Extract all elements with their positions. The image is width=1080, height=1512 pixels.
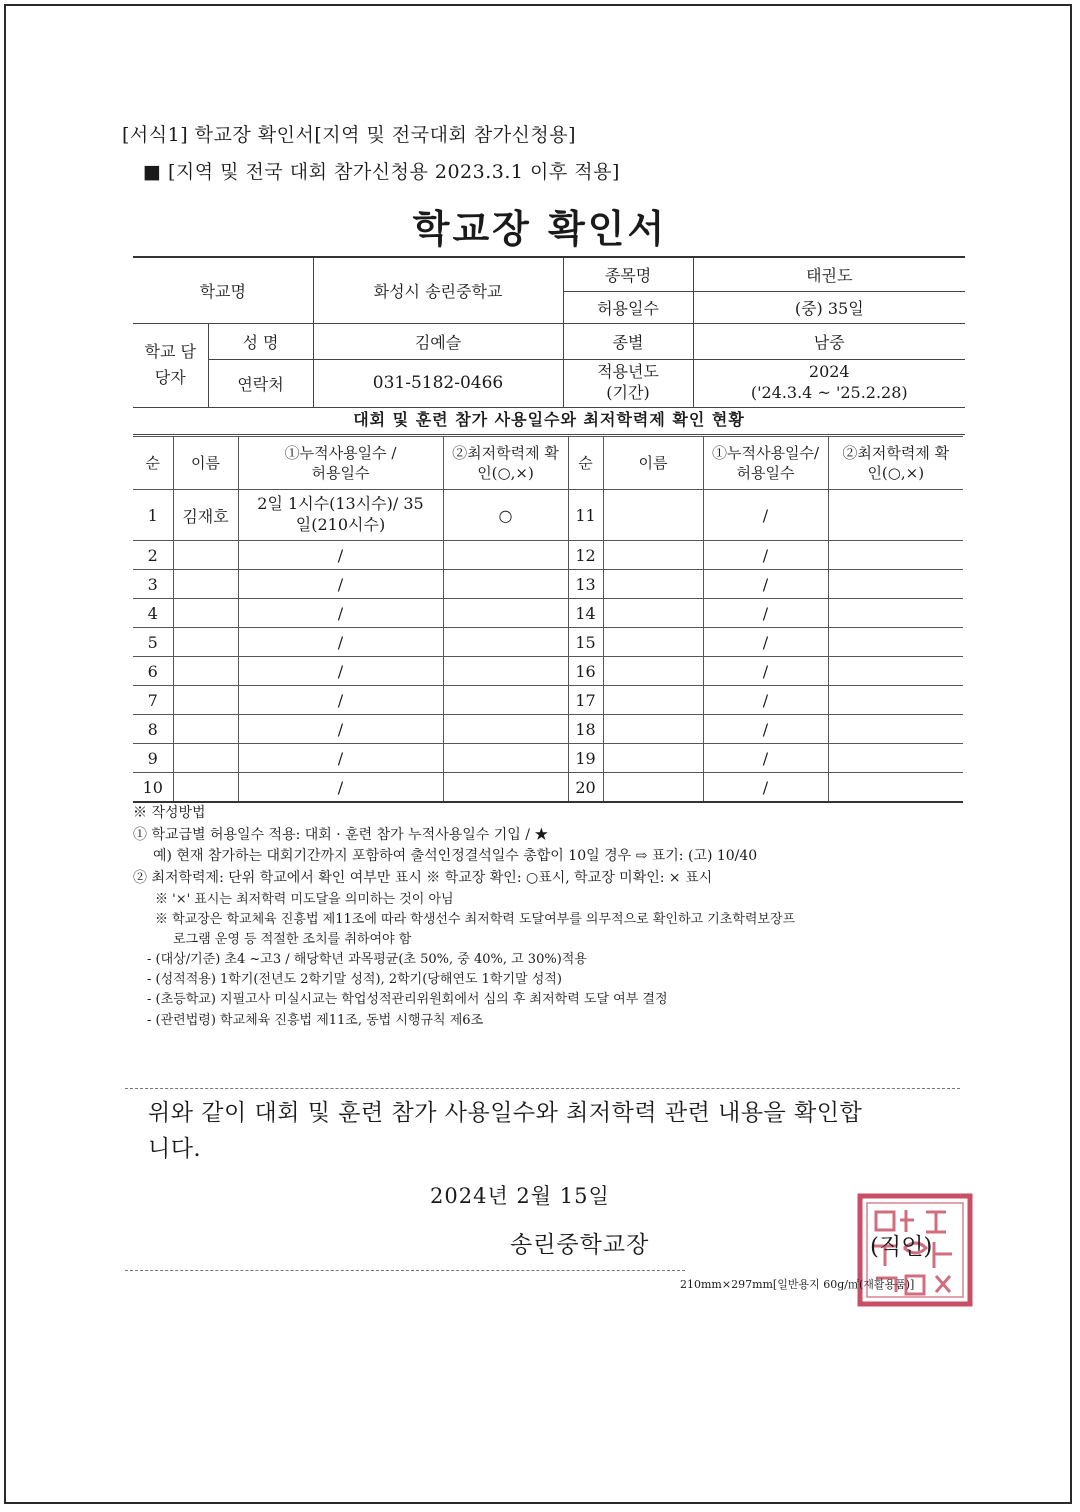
event-value: 태권도 bbox=[693, 257, 965, 291]
row-days: / bbox=[238, 744, 443, 773]
col-name-right: 이름 bbox=[603, 437, 703, 490]
guide-detail-4: - (관련법령) 학교체육 진흥법 제11조, 동법 시행규칙 제6조 bbox=[147, 1012, 484, 1028]
row-name-right bbox=[603, 541, 703, 570]
row-name-right bbox=[603, 657, 703, 686]
table-row bbox=[133, 773, 963, 803]
row-check-right bbox=[828, 773, 963, 803]
row-name-right bbox=[603, 628, 703, 657]
guide-item-2-note-b: ※ 학교장은 학교체육 진흥법 제11조에 따라 학생선수 최저학력 도달여부를 의무적으로 확인하고 기초학력보장프 bbox=[155, 911, 796, 927]
name-value: 김예슬 bbox=[313, 323, 563, 359]
year-value: 2024 bbox=[808, 362, 850, 382]
type-value: 남중 bbox=[693, 323, 965, 359]
allowed-days-label: 허용일수 bbox=[563, 291, 693, 323]
form-label: [서식1] 학교장 확인서[지역 및 전국대회 참가신청용] bbox=[122, 124, 577, 146]
guide-item-2: ② 최저학력제: 단위 학교에서 확인 여부만 표시 ※ 학교장 확인: ○표시, 학교장 미확인: × 표시 bbox=[133, 870, 713, 887]
row-check bbox=[443, 570, 568, 599]
table-row bbox=[133, 599, 963, 628]
col-days-right: ①누적사용일수/ 허용일수 bbox=[703, 437, 828, 490]
row-days-right: / bbox=[703, 715, 828, 744]
col-days: ①누적사용일수 /허용일수 bbox=[238, 437, 443, 490]
row-days: / bbox=[238, 570, 443, 599]
row-name bbox=[173, 657, 238, 686]
signer-title: 송린중학교장 bbox=[510, 1232, 650, 1258]
period-value: ('24.3.4 ~ '25.2.28) bbox=[750, 383, 908, 402]
col-no: 순 bbox=[133, 437, 173, 490]
year-label: 적용년도 (기간) bbox=[563, 359, 693, 407]
contact-value: 031-5182-0466 bbox=[313, 359, 563, 407]
table-row bbox=[133, 628, 963, 657]
col-name: 이름 bbox=[173, 437, 238, 490]
confirm-statement bbox=[148, 1096, 948, 1167]
row-days-right: / bbox=[703, 599, 828, 628]
row-name-right bbox=[603, 490, 703, 541]
row-name-right bbox=[603, 715, 703, 744]
row-days-right: / bbox=[703, 773, 828, 803]
row-no: 9 bbox=[133, 744, 173, 773]
row-name bbox=[173, 599, 238, 628]
paper-size-note: 210mm×297mm[일반용지 60g/㎡(재활용품)] bbox=[680, 1278, 915, 1291]
row-days: / bbox=[238, 541, 443, 570]
guide-item-2-note-a: ※ '×' 표시는 최저학력 미도달을 의미하는 것이 아님 bbox=[155, 891, 454, 907]
row-days-right: / bbox=[703, 744, 828, 773]
row-name bbox=[173, 773, 238, 803]
col-check-right: ②최저학력제 확인(○,×) bbox=[828, 437, 963, 490]
issue-date: 2024년 2월 15일 bbox=[430, 1184, 610, 1208]
row-check bbox=[443, 773, 568, 803]
row-name-right bbox=[603, 599, 703, 628]
row-days: / bbox=[238, 686, 443, 715]
row-check bbox=[443, 599, 568, 628]
row-check-right bbox=[828, 686, 963, 715]
row-check bbox=[443, 715, 568, 744]
divider-bottom bbox=[125, 1270, 685, 1271]
row-check-right bbox=[828, 715, 963, 744]
row-no: 7 bbox=[133, 686, 173, 715]
row-no-right: 20 bbox=[568, 773, 603, 803]
row-no-right: 15 bbox=[568, 628, 603, 657]
row-name-right bbox=[603, 570, 703, 599]
school-label: 학교명 bbox=[133, 257, 313, 323]
row-no-right: 19 bbox=[568, 744, 603, 773]
table-row bbox=[133, 686, 963, 715]
document-title: 학교장 확인서 bbox=[412, 207, 668, 251]
row-days: 2일 1시수(13시수)/ 35일(210시수) bbox=[238, 490, 443, 541]
row-check bbox=[443, 541, 568, 570]
type-label: 종별 bbox=[563, 323, 693, 359]
allowed-days-value: (중) 35일 bbox=[693, 291, 965, 323]
col-no-right: 순 bbox=[568, 437, 603, 490]
row-no: 1 bbox=[133, 490, 173, 541]
guide-item-1: ① 학교급별 허용일수 적용: 대회 · 훈련 참가 누적사용일수 기입 / ★ bbox=[133, 826, 549, 843]
row-days-right: / bbox=[703, 541, 828, 570]
col-check: ②최저학력제 확인(○,×) bbox=[443, 437, 568, 490]
row-days-right: / bbox=[703, 570, 828, 599]
row-name-right bbox=[603, 773, 703, 803]
seal-label: (직인) bbox=[870, 1234, 933, 1260]
row-check-right bbox=[828, 744, 963, 773]
row-name-right bbox=[603, 686, 703, 715]
divider-top bbox=[125, 1088, 960, 1089]
row-days: / bbox=[238, 715, 443, 744]
row-days: / bbox=[238, 599, 443, 628]
table-row bbox=[133, 744, 963, 773]
guide-item-2-note-b2: 로그램 운영 등 적절한 조치를 취하여야 함 bbox=[173, 932, 412, 948]
guide-item-1-example: 예) 현재 참가하는 대회기간까지 포함하여 출석인정결석일수 총합이 10일 경우 ⇨ 표기: (고) 10/40 bbox=[153, 848, 758, 865]
row-check-right bbox=[828, 490, 963, 541]
table-row bbox=[133, 541, 963, 570]
row-name-right bbox=[603, 744, 703, 773]
row-no: 8 bbox=[133, 715, 173, 744]
row-days-right: / bbox=[703, 628, 828, 657]
school-info-table bbox=[133, 256, 965, 408]
row-no-right: 17 bbox=[568, 686, 603, 715]
row-check bbox=[443, 628, 568, 657]
guide-detail-1: - (대상/기준) 초4 ~고3 / 해당학년 과목평균(초 50%, 중 40%, 고 30%)적용 bbox=[147, 952, 587, 968]
row-no-right: 11 bbox=[568, 490, 603, 541]
row-no: 5 bbox=[133, 628, 173, 657]
row-days-right: / bbox=[703, 657, 828, 686]
contact-label: 연락처 bbox=[208, 359, 313, 407]
row-no: 4 bbox=[133, 599, 173, 628]
row-no: 6 bbox=[133, 657, 173, 686]
row-days: / bbox=[238, 657, 443, 686]
row-days-right: / bbox=[703, 490, 828, 541]
row-no: 2 bbox=[133, 541, 173, 570]
event-label: 종목명 bbox=[563, 257, 693, 291]
row-no: 10 bbox=[133, 773, 173, 803]
name-label: 성 명 bbox=[208, 323, 313, 359]
row-name bbox=[173, 715, 238, 744]
row-days-right: / bbox=[703, 686, 828, 715]
apply-label: ■ [지역 및 전국 대회 참가신청용 2023.3.1 이후 적용] bbox=[143, 161, 620, 183]
school-value: 화성시 송린중학교 bbox=[313, 257, 563, 323]
list-subtitle: 대회 및 훈련 참가 사용일수와 최저학력제 확인 현황 bbox=[133, 406, 965, 435]
row-name bbox=[173, 570, 238, 599]
row-check-right bbox=[828, 628, 963, 657]
row-no-right: 12 bbox=[568, 541, 603, 570]
row-name bbox=[173, 541, 238, 570]
participation-table bbox=[133, 436, 963, 803]
row-no-right: 18 bbox=[568, 715, 603, 744]
confirm-line-2: 니다. bbox=[148, 1135, 202, 1162]
row-check bbox=[443, 686, 568, 715]
row-no-right: 16 bbox=[568, 657, 603, 686]
row-check: ○ bbox=[443, 490, 568, 541]
row-check-right bbox=[828, 541, 963, 570]
row-check-right bbox=[828, 657, 963, 686]
row-no-right: 14 bbox=[568, 599, 603, 628]
row-check-right bbox=[828, 570, 963, 599]
confirm-line-1: 위와 같이 대회 및 훈련 참가 사용일수와 최저학력 관련 내용을 확인합 bbox=[148, 1100, 863, 1126]
table-row bbox=[133, 570, 963, 599]
row-name bbox=[173, 744, 238, 773]
guide-detail-2: - (성적적용) 1학기(전년도 2학기말 성적), 2학기(당해연도 1학기말 성적) bbox=[147, 972, 562, 988]
manager-label: 학교 담당자 bbox=[133, 323, 208, 407]
writing-guide bbox=[133, 803, 973, 1031]
year-cell bbox=[693, 359, 965, 407]
table-row bbox=[133, 490, 963, 541]
table-row bbox=[133, 657, 963, 686]
row-name bbox=[173, 686, 238, 715]
row-name bbox=[173, 628, 238, 657]
guide-heading: ※ 작성방법 bbox=[133, 805, 206, 821]
row-name: 김재호 bbox=[173, 490, 238, 541]
row-check bbox=[443, 744, 568, 773]
row-check-right bbox=[828, 599, 963, 628]
row-no: 3 bbox=[133, 570, 173, 599]
row-days: / bbox=[238, 628, 443, 657]
table-row bbox=[133, 715, 963, 744]
row-check bbox=[443, 657, 568, 686]
row-days: / bbox=[238, 773, 443, 803]
row-no-right: 13 bbox=[568, 570, 603, 599]
guide-detail-3: - (초등학교) 지필고사 미실시교는 학업성적관리위원회에서 심의 후 최저학력 도달 여부 결정 bbox=[147, 992, 668, 1008]
